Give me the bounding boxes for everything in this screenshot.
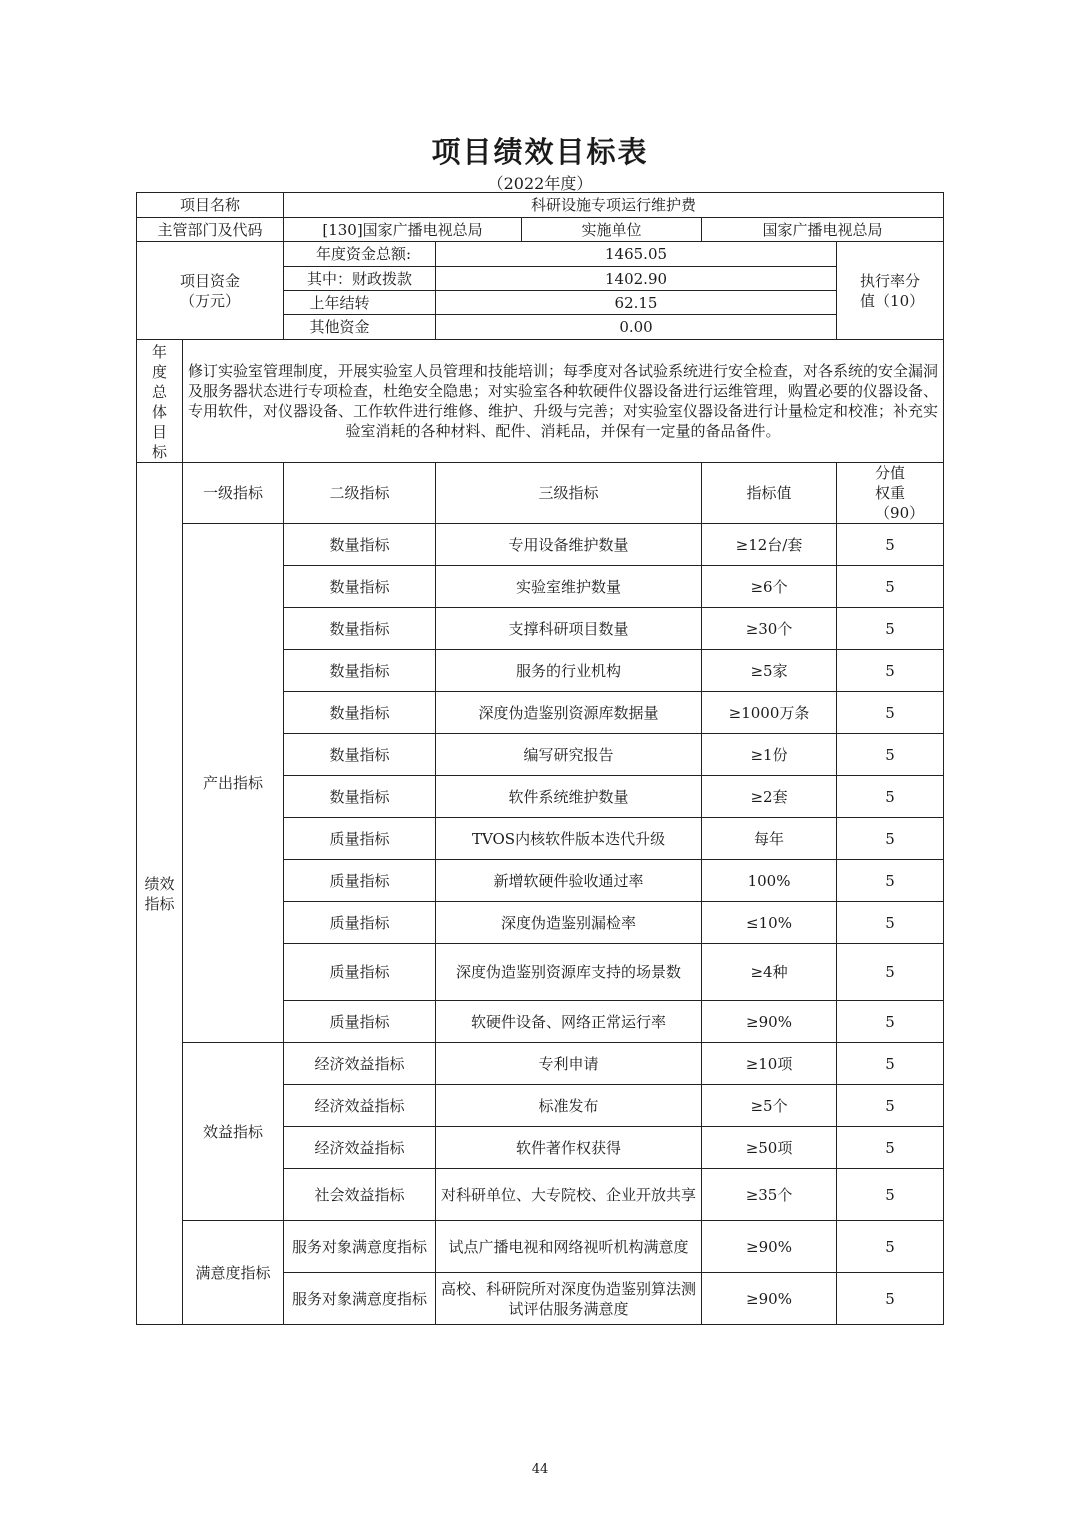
level3-cell: 深度伪造鉴别漏检率 (436, 902, 702, 944)
value-cell: ≥6个 (702, 566, 837, 608)
level3-cell: 编写研究报告 (436, 734, 702, 776)
header-level2: 二级指标 (284, 463, 436, 524)
weight-cell: 5 (837, 566, 944, 608)
level2-cell: 经济效益指标 (284, 1127, 436, 1169)
value-cell: 100% (702, 860, 837, 902)
level2-cell: 经济效益指标 (284, 1043, 436, 1085)
header-level1: 一级指标 (183, 463, 284, 524)
level2-cell: 数量指标 (284, 776, 436, 818)
value-cell: ≥50项 (702, 1127, 837, 1169)
fund-other-value: 0.00 (436, 315, 837, 340)
level3-cell: TVOS内核软件版本迭代升级 (436, 818, 702, 860)
project-name-row (137, 193, 944, 218)
value-cell: ≥2套 (702, 776, 837, 818)
fund-other-label: 其他资金 (284, 315, 436, 340)
perf-indicator-label: 绩效指标 (137, 463, 183, 1325)
group-output: 产出指标 (183, 524, 284, 1043)
weight-cell: 5 (837, 524, 944, 566)
level3-cell: 专用设备维护数量 (436, 524, 702, 566)
header-value: 指标值 (702, 463, 837, 524)
fund-carryover-value: 62.15 (436, 291, 837, 315)
level3-cell: 服务的行业机构 (436, 650, 702, 692)
level3-cell: 对科研单位、大专院校、企业开放共享 (436, 1169, 702, 1221)
weight-cell: 5 (837, 1221, 944, 1273)
funds-label: 项目资金（万元） (137, 242, 284, 340)
weight-cell: 5 (837, 1001, 944, 1043)
table-row (137, 524, 944, 566)
table-subtitle: （2022年度） (487, 174, 593, 193)
impl-unit-value: 国家广播电视总局 (702, 218, 944, 242)
level2-cell: 质量指标 (284, 818, 436, 860)
level3-cell: 标准发布 (436, 1085, 702, 1127)
weight-cell: 5 (837, 608, 944, 650)
fund-carryover-label: 上年结转 (284, 291, 436, 315)
level3-cell: 高校、科研院所对深度伪造鉴别算法测试评估服务满意度 (436, 1273, 702, 1325)
value-cell: ≥90% (702, 1273, 837, 1325)
level2-cell: 质量指标 (284, 902, 436, 944)
impl-unit-label: 实施单位 (522, 218, 702, 242)
weight-cell: 5 (837, 902, 944, 944)
dept-value: [130]国家广播电视总局 (284, 218, 522, 242)
project-name-value: 科研设施专项运行维护费 (284, 193, 944, 218)
weight-cell: 5 (837, 1043, 944, 1085)
level3-cell: 新增软硬件验收通过率 (436, 860, 702, 902)
performance-goal-table (136, 192, 944, 1325)
value-cell: ≥12台/套 (702, 524, 837, 566)
funds-row-total (137, 242, 944, 267)
dept-label: 主管部门及代码 (137, 218, 284, 242)
level2-cell: 质量指标 (284, 860, 436, 902)
level2-cell: 服务对象满意度指标 (284, 1221, 436, 1273)
level3-cell: 软硬件设备、网络正常运行率 (436, 1001, 702, 1043)
level2-cell: 数量指标 (284, 734, 436, 776)
weight-cell: 5 (837, 734, 944, 776)
weight-cell: 5 (837, 818, 944, 860)
fund-total-value: 1465.05 (436, 242, 837, 267)
weight-cell: 5 (837, 1169, 944, 1221)
weight-cell: 5 (837, 944, 944, 1001)
value-cell: ≥10项 (702, 1043, 837, 1085)
annual-goal-row (137, 340, 944, 463)
fund-fiscal-label: 其中：财政拨款 (284, 267, 436, 291)
value-cell: ≥30个 (702, 608, 837, 650)
level2-cell: 数量指标 (284, 608, 436, 650)
value-cell: ≥4种 (702, 944, 837, 1001)
value-cell: ≥5家 (702, 650, 837, 692)
value-cell: ≥35个 (702, 1169, 837, 1221)
project-name-label: 项目名称 (137, 193, 284, 218)
annual-goal-label: 年度总体目标 (137, 340, 183, 463)
table-row (137, 1043, 944, 1085)
level2-cell: 数量指标 (284, 566, 436, 608)
weight-cell: 5 (837, 860, 944, 902)
value-cell: ≥1份 (702, 734, 837, 776)
indicator-header-row (137, 463, 944, 524)
level3-cell: 软件系统维护数量 (436, 776, 702, 818)
weight-cell: 5 (837, 1273, 944, 1325)
level2-cell: 经济效益指标 (284, 1085, 436, 1127)
annual-goal-text: 修订实验室管理制度，开展实验室人员管理和技能培训；每季度对各试验系统进行安全检查，对各系统的安全漏洞及服务器状态进行专项检查，杜绝安全隐患；对实验室各种软硬件仪器设备进行运维管理，购置必要的仪器设备、专用软件，对仪器设备、工作软件进行维修、维护、升级与完善；对实验室仪器设备进行计量检定和校准；补充实验室消耗的各种材料、配件、消耗品，并保有一定量的备品备件。 (183, 340, 944, 463)
value-cell: ≥90% (702, 1001, 837, 1043)
exec-rate-label: 执行率分值（10） (837, 242, 944, 340)
weight-cell: 5 (837, 692, 944, 734)
value-cell: ≤10% (702, 902, 837, 944)
weight-cell: 5 (837, 650, 944, 692)
weight-cell: 5 (837, 1127, 944, 1169)
level3-cell: 支撑科研项目数量 (436, 608, 702, 650)
value-cell: 每年 (702, 818, 837, 860)
level2-cell: 数量指标 (284, 692, 436, 734)
fund-total-label: 年度资金总额: (284, 242, 436, 267)
level2-cell: 数量指标 (284, 650, 436, 692)
level3-cell: 软件著作权获得 (436, 1127, 702, 1169)
value-cell: ≥90% (702, 1221, 837, 1273)
group-satisfaction: 满意度指标 (183, 1221, 284, 1325)
department-row (137, 218, 944, 242)
header-weight: 分值权重（90） (837, 463, 944, 524)
level2-cell: 社会效益指标 (284, 1169, 436, 1221)
table-row (137, 1221, 944, 1273)
header-level3: 三级指标 (436, 463, 702, 524)
level2-cell: 质量指标 (284, 944, 436, 1001)
level2-cell: 质量指标 (284, 1001, 436, 1043)
level2-cell: 数量指标 (284, 524, 436, 566)
level3-cell: 试点广播电视和网络视听机构满意度 (436, 1221, 702, 1273)
weight-cell: 5 (837, 776, 944, 818)
table-title: 项目绩效目标表 (431, 135, 649, 169)
level3-cell: 实验室维护数量 (436, 566, 702, 608)
group-benefit: 效益指标 (183, 1043, 284, 1221)
level2-cell: 服务对象满意度指标 (284, 1273, 436, 1325)
level3-cell: 深度伪造鉴别资源库支持的场景数 (436, 944, 702, 1001)
fund-fiscal-value: 1402.90 (436, 267, 837, 291)
level3-cell: 深度伪造鉴别资源库数据量 (436, 692, 702, 734)
weight-cell: 5 (837, 1085, 944, 1127)
level3-cell: 专利申请 (436, 1043, 702, 1085)
value-cell: ≥5个 (702, 1085, 837, 1127)
value-cell: ≥1000万条 (702, 692, 837, 734)
page-number: 44 (531, 1462, 549, 1477)
